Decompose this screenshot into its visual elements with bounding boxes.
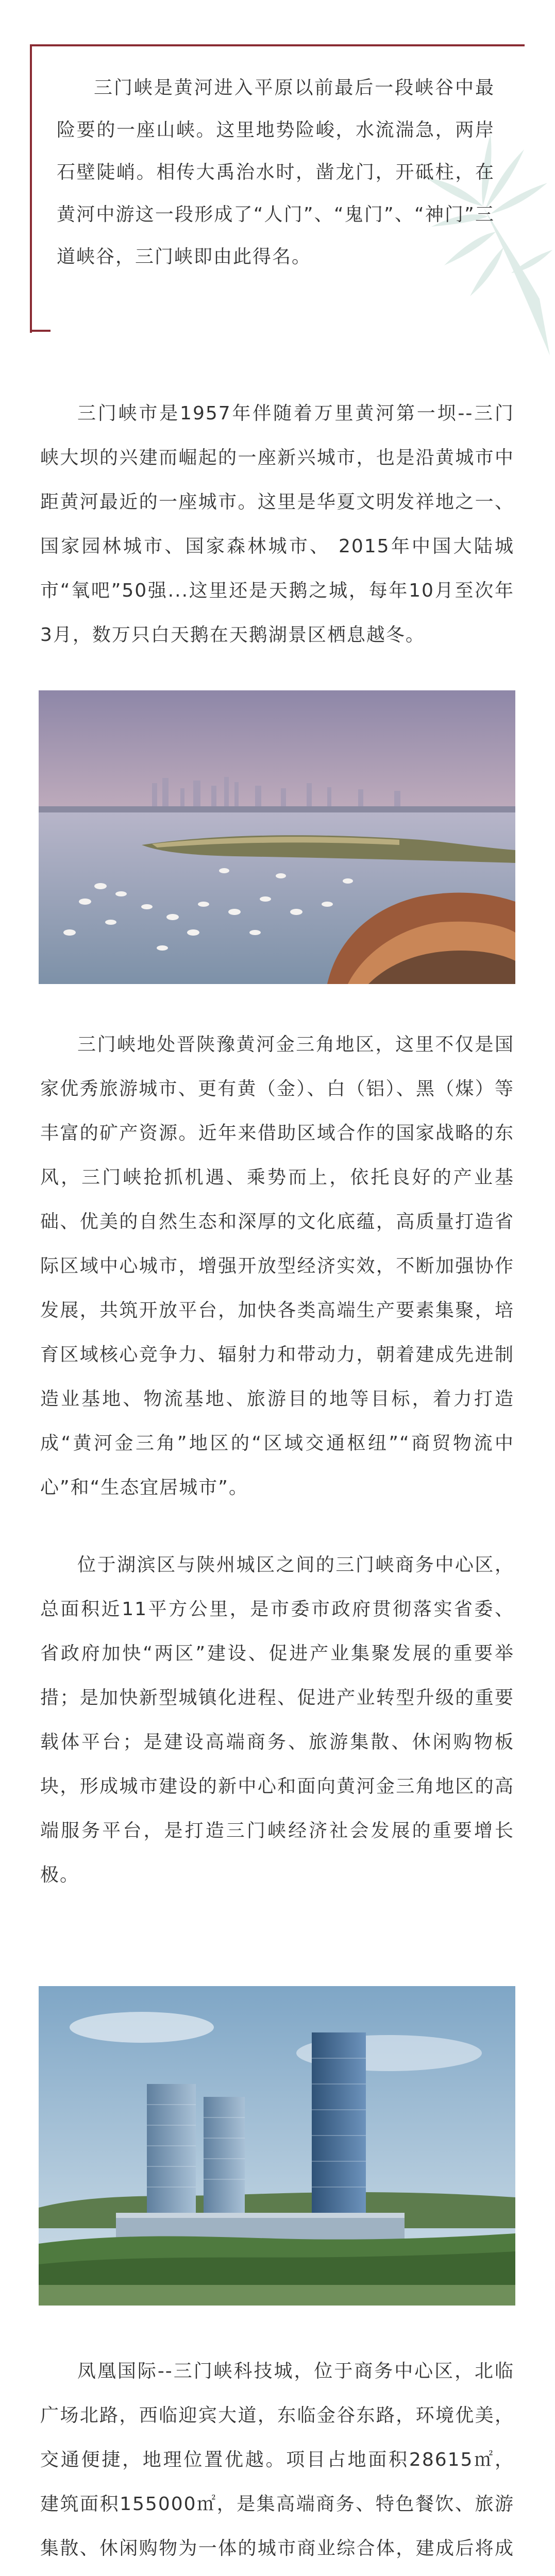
swan-lake-photo	[39, 690, 515, 984]
frame-left-border	[30, 44, 32, 333]
project-description-paragraph: 凤凰国际--三门峡科技城，位于商务中心区，北临广场北路，西临迎宾大道，东临金谷东路，环境优美，交通便捷，地理位置优越。项目占地面积28615㎡，建筑面积155000㎡，是集高端商务、特色餐饮、旅游集散、休闲购物为一体的城市商业综合体，建成后将成	[40, 2361, 514, 2559]
golden-triangle-paragraph: 三门峡地处晋陕豫黄河金三角地区，这里不仅是国家优秀旅游城市、更有黄（金）、白（铝）、黑（煤）等丰富的矿产资源。近年来借助区域合作的国家战略的东风，三门峡抢抓机遇、乘势而上，依托良好的产业基础、优美的自然生态和深厚的文化底蕴，高质量打造省际区域中心城市，增强开放型经济实效，不断加强协作发展，共筑开放平台，加快各类高端生产要素集聚，培育区域核心竞争力、辐射力和带动力，朝着建成先进制造业基地、物流基地、旅游目的地等目标，着力打造成“黄河金三角”地区的“区域交通枢纽”“商贸物流中心”和“生态宜居城市”。	[40, 1034, 514, 1498]
frame-corner-mark	[30, 330, 51, 332]
city-history-paragraph: 三门峡市是1957年伴随着万里黄河第一坝--三门峡大坝的兴建而崛起的一座新兴城市，也是沿黄城市中距黄河最近的一座城市。这里是华夏文明发祥地之一、国家园林城市、国家森林城市、 2015年中国大陆城市“氧吧”50强...这里还是天鹅之城，每年10月至次年3月，数万只白天鹅在天鹅湖景区栖息越冬。	[40, 403, 514, 646]
business-district-paragraph: 位于湖滨区与陕州城区之间的三门峡商务中心区，总面积近11平方公里，是市委市政府贯彻落实省委、省政府加快“两区”建设、促进产业集聚发展的重要举措；是加快新型城镇化进程、促进产业转型升级的重要载体平台；是建设高端商务、旅游集散、休闲购物板块，形成城市建设的新中心和面向黄河金三角地区的高端服务平台，是打造三门峡经济社会发展的重要增长极。	[40, 1554, 514, 1886]
phoenix-international-rendering	[39, 1986, 515, 2306]
frame-top-border	[30, 44, 525, 46]
intro-paragraph: 三门峡是黄河进入平原以前最后一段峡谷中最险要的一座山峡。这里地势险峻，水流湍急，两岸石壁陡峭。相传大禹治水时，凿龙门，开砥柱，在黄河中游这一段形成了“人门”、“鬼门”、“神门”三道峡谷，三门峡即由此得名。	[57, 77, 495, 267]
